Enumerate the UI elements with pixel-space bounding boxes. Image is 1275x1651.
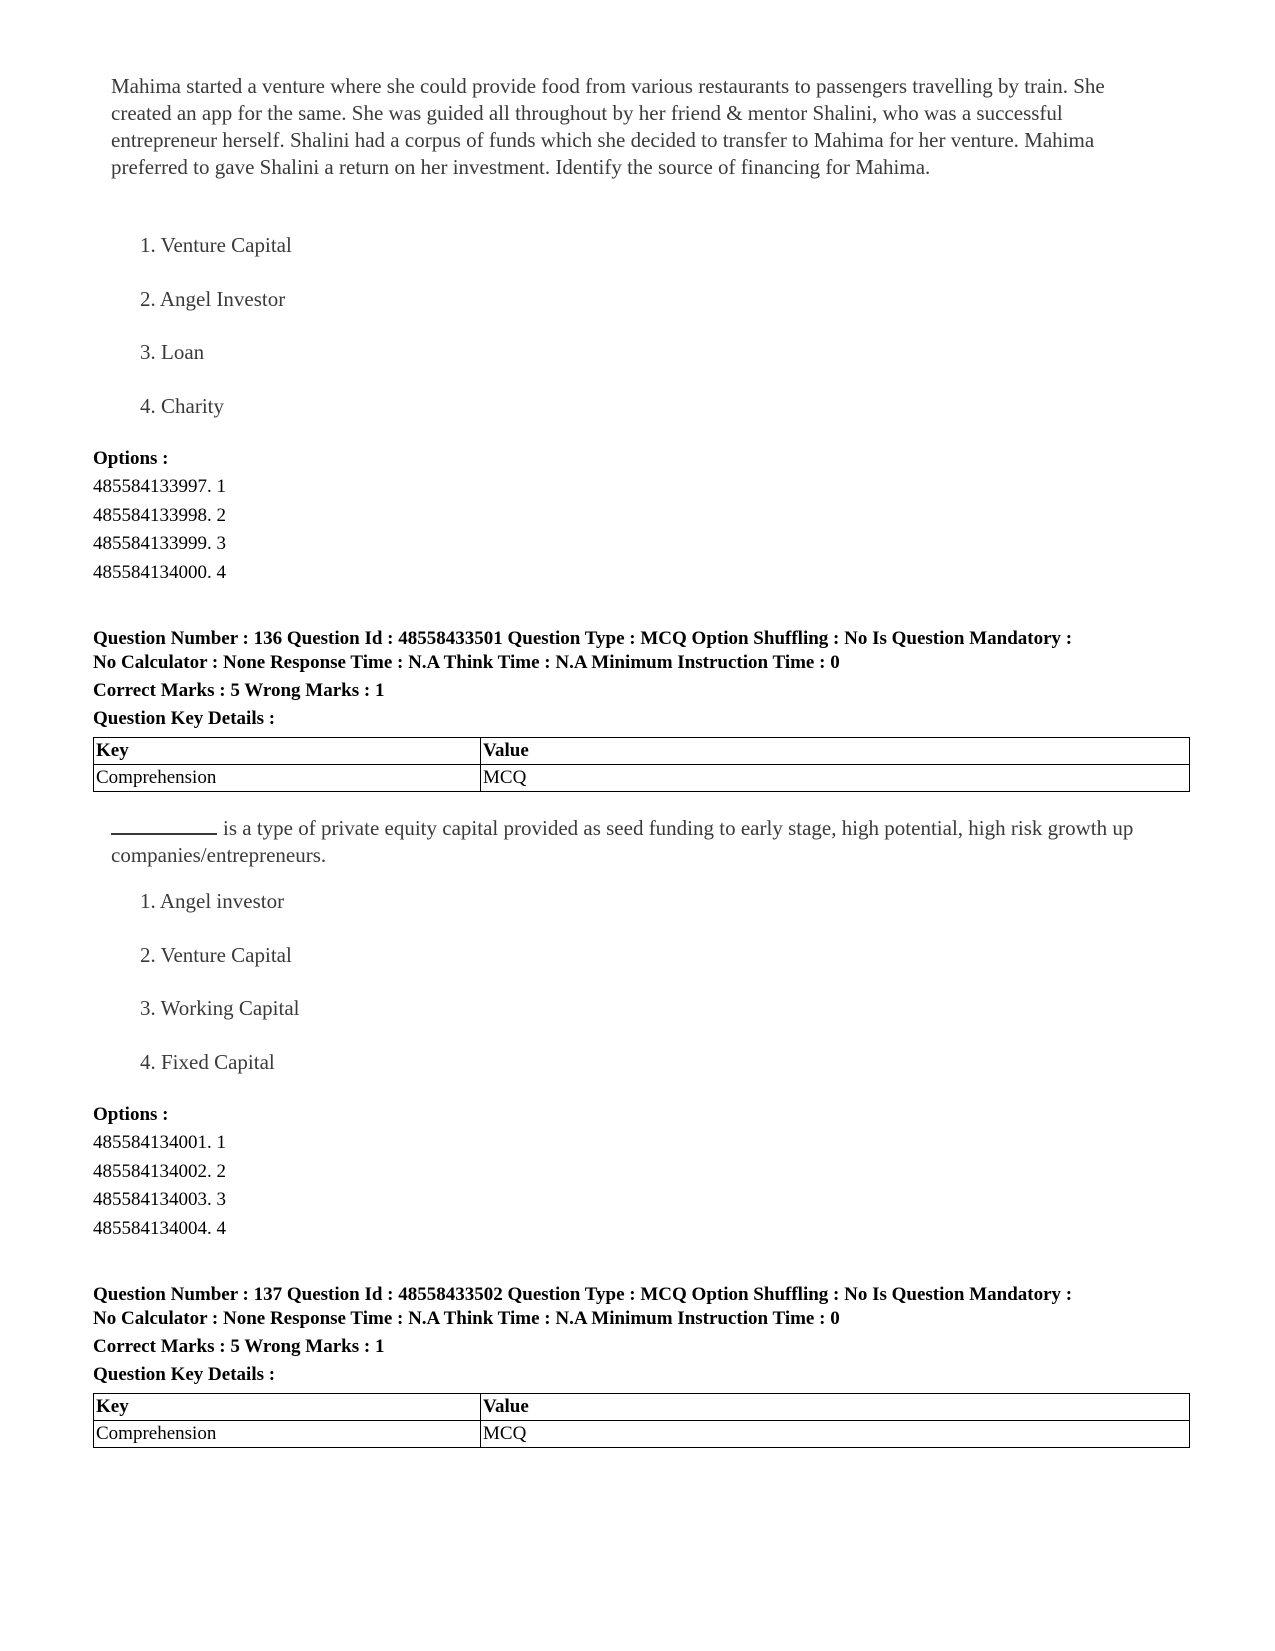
q136-stem: [111, 815, 1161, 869]
q136-choice-1: 1. Angel investor: [140, 889, 285, 913]
q135-choice-3: 3. Loan: [140, 340, 205, 364]
q135-options-label: Options :: [93, 448, 169, 469]
q136-choice-4: 4. Fixed Capital: [140, 1049, 275, 1074]
q135-options-list: [93, 473, 226, 587]
q136-meta-line2: No Calculator : None Response Time : N.A Think Time : N.A Minimum Instruction Time : 0: [93, 652, 840, 673]
q136-option-1: 485584134001. 1: [93, 1132, 226, 1153]
q135-option-1: 485584133997. 1: [93, 476, 226, 497]
q137-meta-line2: No Calculator : None Response Time : N.A Think Time : N.A Minimum Instruction Time : 0: [93, 1308, 840, 1329]
q137-key-table: [93, 1393, 1190, 1448]
q136-key-table: [93, 737, 1190, 792]
q137-key-details-label: Question Key Details :: [93, 1364, 276, 1385]
q136-key-table-row: [94, 765, 1190, 792]
q136-key-table-header: [94, 738, 1190, 765]
q136-value-header: Value: [481, 738, 1190, 765]
q136-stem-text: is a type of private equity capital provided as seed funding to early stage, high potential, high risk growth up companies/entrepreneurs.: [111, 816, 1134, 867]
q136-meta-line1: Question Number : 136 Question Id : 48558433501 Question Type : MCQ Option Shuffling : No Is Question Mandatory :: [93, 628, 1073, 649]
q135-option-2: 485584133998. 2: [93, 504, 226, 526]
q137-key-table-row: [94, 1421, 1190, 1448]
q135-option-4: 485584134000. 4: [93, 561, 226, 583]
q137-key-table-header: [94, 1394, 1190, 1421]
q136-meta: [93, 627, 1203, 731]
q136-key-cell: Comprehension: [94, 765, 481, 792]
q137-key-cell: Comprehension: [94, 1421, 481, 1448]
q136-choice-2: 2. Venture Capital: [140, 942, 292, 967]
q137-marks: Correct Marks : 5 Wrong Marks : 1: [93, 1336, 385, 1357]
q136-option-3: 485584134003. 3: [93, 1189, 226, 1210]
q136-key-details-label: Question Key Details :: [93, 708, 276, 729]
q136-options-list: [93, 1129, 226, 1243]
q136-options-label: Options :: [93, 1104, 169, 1125]
q136-marks: Correct Marks : 5 Wrong Marks : 1: [93, 680, 385, 701]
q136-key-header: Key: [94, 738, 481, 765]
q137-meta-line1: Question Number : 137 Question Id : 48558433502 Question Type : MCQ Option Shuffling : No Is Question Mandatory :: [93, 1284, 1073, 1305]
q135-choice-1: 1. Venture Capital: [140, 233, 292, 257]
q135-choice-4: 4. Charity: [140, 393, 224, 418]
q135-choice-2: 2. Angel Investor: [140, 286, 286, 311]
q137-key-header: Key: [94, 1394, 481, 1421]
q136-value-cell: MCQ: [481, 765, 1190, 792]
q137-value-cell: MCQ: [481, 1421, 1190, 1448]
q137-value-header: Value: [481, 1394, 1190, 1421]
q135-option-3: 485584133999. 3: [93, 533, 226, 554]
q136-choice-list: [140, 888, 300, 1102]
q136-choice-3: 3. Working Capital: [140, 996, 300, 1020]
q135-stem-text: Mahima started a venture where she could provide food from various restaurants to passengers travelling by train. She created an app for the same. She was guided all throughout by her friend & mentor Shalini, who was a successful entrepreneur herself. Shalini had a corpus of funds which she decided to transfer to Mahima for her venture. Mahima preferred to gave Shalini a return on her investment. Identify the source of financing for Mahima.: [111, 74, 1105, 179]
q137-meta: [93, 1283, 1203, 1387]
q136-option-4: 485584134004. 4: [93, 1217, 226, 1239]
q135-choice-list: [140, 232, 292, 446]
q135-stem: [111, 73, 1161, 181]
q136-option-2: 485584134002. 2: [93, 1160, 226, 1182]
q136-blank: [111, 815, 217, 835]
